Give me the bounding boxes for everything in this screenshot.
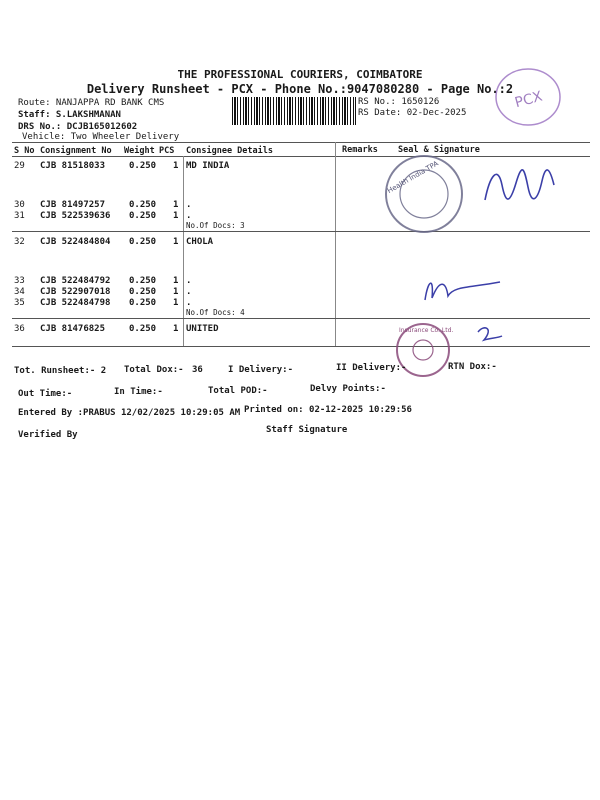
total-runsheet: Tot. Runsheet:- 2 [14,366,107,376]
staff-signature: Staff Signature [266,425,348,435]
vehicle-text: Vehicle: Two Wheeler Delivery [22,132,180,142]
weight: 0.250 [129,298,157,308]
consignment-no: CJB 522484792 [40,276,111,286]
out-time: Out Time:- [18,389,73,399]
svg-text:Health India TPA: Health India TPA [386,159,440,196]
consignment-no: CJB 522484804 [40,237,111,247]
signature-1 [480,155,560,215]
weight: 0.250 [129,237,157,247]
total-dox-label: Total Dox:- [124,365,184,375]
consignment-no: CJB 81476825 [40,324,106,334]
table-row: 36 [14,324,25,334]
table-row: 32 [14,237,25,247]
consignee: . [186,298,192,308]
printed-on: Printed on: 02-12-2025 10:29:56 [244,405,412,415]
rs-date: RS Date: 02-Dec-2025 [358,108,467,118]
svg-text:Insurance Co. Ltd.: Insurance Co. Ltd. [399,327,454,334]
col-pcs: PCS [159,146,175,156]
delvy-points: Delvy Points:- [310,384,386,394]
weight: 0.250 [129,287,157,297]
consignee: CHOLA [186,237,214,247]
in-time: In Time:- [114,387,163,397]
consignee: . [186,276,192,286]
table-row: 35 [14,298,25,308]
pcs: 1 [173,276,179,286]
col-consignment: Consignment No [40,146,112,156]
consignee: . [186,200,192,210]
weight: 0.250 [129,276,157,286]
weight: 0.250 [129,161,157,171]
total-pod: Total POD:- [208,386,268,396]
pcs: 1 [173,161,179,171]
pcs: 1 [173,287,179,297]
consignee: MD INDIA [186,161,230,171]
col-sno: S No [14,146,35,156]
consignment-no: CJB 522539636 [40,211,111,221]
weight: 0.250 [129,324,157,334]
pcs: 1 [173,298,179,308]
col-weight: Weight [124,146,155,156]
consignment-no: CJB 81518033 [40,161,106,171]
rtn-dox: RTN Dox:- [448,362,497,372]
entered-by: Entered By :PRABUS 12/02/2025 10:29:05 AM [18,408,241,418]
table-row: 33 [14,276,25,286]
consignee: . [186,211,192,221]
table-row: 30 [14,200,25,210]
col-remarks: Remarks [342,145,378,155]
table-row: 34 [14,287,25,297]
pcs: 1 [173,324,179,334]
col-seal-signature: Seal & Signature [398,145,480,155]
total-dox-value: 36 [192,365,203,375]
company-title: THE PROFESSIONAL COURIERS, COIMBATORE [177,68,423,81]
col-consignee: Consignee Details [186,146,273,156]
docs-count-1: No.Of Docs: 3 [186,221,245,230]
i-delivery: I Delivery:- [228,365,294,375]
consignee: UNITED [186,324,219,334]
pcx-stamp [490,64,566,130]
staff-text: Staff: S.LAKSHMANAN [18,110,121,120]
verified-by: Verified By [18,430,78,440]
rs-number: RS No.: 1650126 [358,97,440,107]
table-row: 29 [14,161,25,171]
consignment-no: CJB 522484798 [40,298,111,308]
consignment-no: CJB 522907018 [40,287,111,297]
signature-2 [420,270,510,310]
barcode [232,97,356,125]
consignment-no: CJB 81497257 [40,200,106,210]
weight: 0.250 [129,200,157,210]
drs-number: DRS No.: DCJB165012602 [18,122,138,132]
svg-text:PCX: PCX [513,88,545,112]
ii-delivery: II Delivery:- [336,363,407,373]
pcs: 1 [173,200,179,210]
route-text: Route: NANJAPPA RD BANK CMS [18,98,165,108]
table-row: 31 [14,211,25,221]
signature-3 [470,322,510,352]
pcs: 1 [173,211,179,221]
pcs: 1 [173,237,179,247]
consignee: . [186,287,192,297]
runsheet-subtitle: Delivery Runsheet - PCX - Phone No.:9047080280 - Page No.:2 [86,82,514,96]
docs-count-2: No.Of Docs: 4 [186,308,245,317]
weight: 0.250 [129,211,157,221]
round-stamp-1 [380,150,490,240]
